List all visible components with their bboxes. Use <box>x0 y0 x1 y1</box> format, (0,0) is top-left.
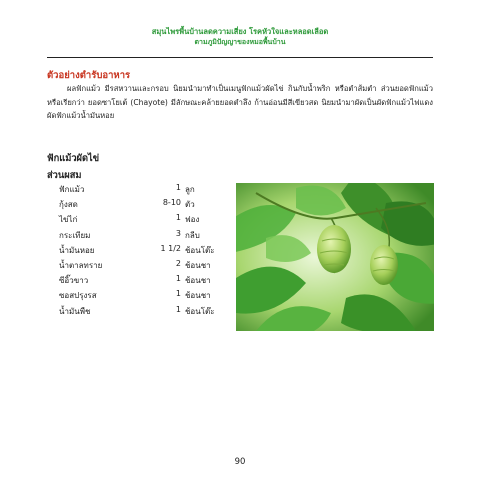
chayote-plant-photo <box>236 183 434 331</box>
ingredient-name: ฟักแม้ว <box>59 185 85 194</box>
page-number: 90 <box>234 457 246 467</box>
ingredient-unit: ตัว <box>185 200 195 210</box>
ingredient-name: กระเทียม <box>59 230 91 240</box>
ingredient-unit: ช้อนชา <box>185 260 211 270</box>
ingredient-name: ซีอิ๊วขาว <box>59 276 89 286</box>
ingredient-qty: 3 <box>175 228 181 238</box>
ingredient-qty: 1 <box>175 183 181 192</box>
ingredient-unit: ลูก <box>185 185 195 194</box>
ingredient-row <box>59 198 239 213</box>
ingredient-row <box>59 244 239 259</box>
ingredient-unit: กลีบ <box>185 230 200 240</box>
ingredient-row <box>59 259 239 274</box>
section-title: ตัวอย่างตำรับอาหาร <box>47 70 131 81</box>
ingredient-unit: ช้อนชา <box>185 276 211 286</box>
ingredient-qty: 1 <box>175 213 181 223</box>
ingredient-name: น้ำมันหอย <box>59 245 95 255</box>
ingredient-name: น้ำมันพืช <box>59 306 91 316</box>
ingredient-name: น้ำตาลทราย <box>59 260 103 270</box>
ingredient-row <box>59 289 239 304</box>
ingredient-row <box>59 274 239 289</box>
ingredient-name: กุ้งสด <box>59 200 78 210</box>
ingredient-unit: ช้อนชา <box>185 291 211 301</box>
header-divider <box>47 57 433 58</box>
ingredient-list <box>59 183 239 320</box>
ingredient-unit: ช้อนโต๊ะ <box>185 245 215 255</box>
ingredient-qty: 1 <box>175 289 181 299</box>
header-line-1: สมุนไพรพื้นบ้านลดความเสี่ยง โรคหัวใจและหลอดเลือด <box>151 27 329 36</box>
ingredient-qty: 1 1/2 <box>160 243 181 253</box>
page-header <box>0 26 480 47</box>
ingredient-row <box>59 229 239 244</box>
intro-paragraph-text: ผลฟักแม้ว มีรสหวานและกรอบ นิยมนำมาทำเป็นเมนูฟักแม้วผัดไข่ กินกับน้ำพริก หรือตำส้มตำ ส่วนยอดฟักแม้ว หรือเรียกว่า ยอดซาโยเต้ (Chayote) มีลักษณะคล้ายยอดตำลึง ก้านอ่อนมีสีเขียวสด นิยมนำมาผัดเป็นผัดฟักแม้วไฟแดง ผัดฟักแม้วน้ำมันหอย <box>47 84 433 120</box>
ingredient-row <box>59 305 239 320</box>
ingredient-qty: 2 <box>175 258 181 268</box>
ingredient-qty: 1 <box>175 274 181 284</box>
ingredient-name: ซอสปรุงรส <box>59 291 97 301</box>
ingredient-unit: ฟอง <box>185 215 200 225</box>
ingredients-title: ส่วนผสม <box>47 170 82 181</box>
ingredient-qty: 1 <box>175 304 181 314</box>
header-line-2: ตามภูมิปัญญาของหมอพื้นบ้าน <box>194 38 286 46</box>
dish-title: ฟักแม้วผัดไข่ <box>47 153 100 164</box>
ingredient-unit: ช้อนโต๊ะ <box>185 306 215 316</box>
ingredient-qty: 8-10 <box>162 198 181 208</box>
intro-paragraph <box>47 82 433 123</box>
ingredient-row <box>59 213 239 228</box>
ingredient-name: ไข่ไก่ <box>59 215 78 225</box>
ingredient-row <box>59 183 239 198</box>
